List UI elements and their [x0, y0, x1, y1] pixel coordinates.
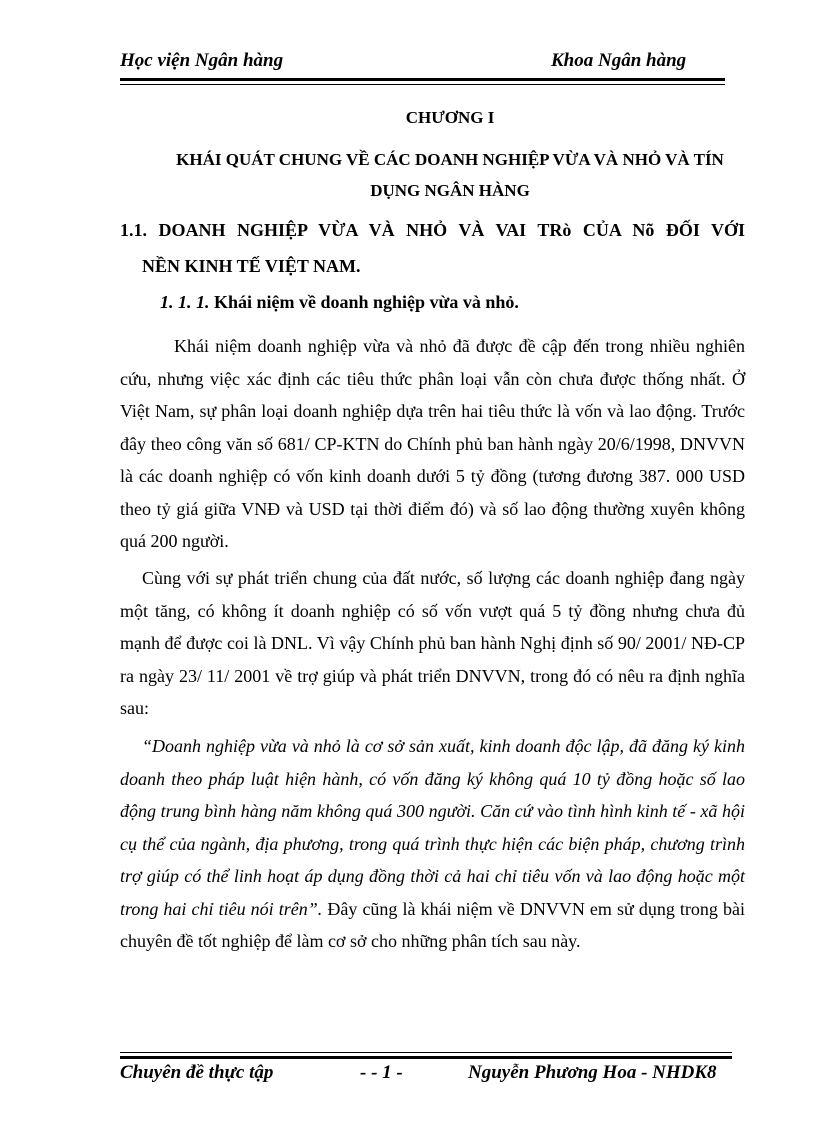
quoted-definition: “Doanh nghiệp vừa và nhỏ là cơ sở sản xuất, kinh doanh độc lập, đã đăng ký kinh doanh theo pháp luật hiện hành, có vốn đăng ký không quá 10 tỷ đồng hoặc số lao động trung bình hàng năm không quá 300 người. Căn cứ vào tình hình kinh tế - xã hội cụ thể của ngành, địa phương, trong quá trình thực hiện các biện pháp, chương trình trợ giúp có thể linh hoạt áp dụng đồng thời cả hai chỉ tiêu vốn và lao động hoặc một trong hai chỉ tiêu nói trên”.: [120, 736, 745, 919]
header-rule-thin: [120, 84, 725, 85]
header-faculty: Khoa Ngân hàng: [551, 50, 687, 71]
subsection-title: Khái niệm về doanh nghiệp vừa và nhỏ.: [214, 292, 519, 312]
footer-document-type: Chuyên đề thực tập: [120, 1062, 274, 1083]
quote-followup: Đây cũng là khái niệm về DNVVN em sử dụng trong bài chuyên đề tốt nghiệp để làm cơ sở cho những phân tích sau này.: [120, 898, 746, 951]
header-rule-thick: [120, 78, 725, 81]
subsection-number: 1. 1. 1.: [160, 292, 210, 312]
paragraph-definition-history: Khái niệm doanh nghiệp vừa và nhỏ đã được đề cập đến trong nhiều nghiên cứu, nhưng việc xác định các tiêu thức phân loại vẫn còn chưa được thống nhất. Ở Việt Nam, sự phân loại doanh nghiệp dựa trên hai tiêu thức là vốn và lao động. Trước đây theo công văn số 681/ CP-KTN do Chính phủ ban hành ngày 20/6/1998, DNVVN là các doanh nghiệp có vốn kinh doanh dưới 5 tỷ đồng (tương đương 387. 000 USD theo tỷ giá giữa VNĐ và USD tại thời điểm đó) và số lao động thường xuyên không quá 200 người.: [120, 336, 745, 551]
footer-author: Nguyễn Phương Hoa - NHDK8: [468, 1062, 717, 1083]
section-heading-line-2: NỀN KINH TẾ VIỆT NAM.: [142, 256, 361, 276]
chapter-title-line-2: DỤNG NGÂN HÀNG: [370, 181, 530, 200]
footer-rule-thick: [120, 1056, 732, 1059]
subsection-heading: [160, 292, 519, 313]
chapter-label: CHƯƠNG I: [405, 108, 495, 127]
header-institution: Học viện Ngân hàng: [120, 50, 284, 71]
paragraph-quoted-definition: [120, 730, 745, 958]
paragraph-decree: Cùng với sự phát triển chung của đất nước, số lượng các doanh nghiệp đang ngày một tăng, có không ít doanh nghiệp có số vốn vượt quá 5 tỷ đồng nhưng chưa đủ mạnh để được coi là DNL. Vì vậy Chính phủ ban hành Nghị định số 90/ 2001/ NĐ-CP ra ngày 23/ 11/ 2001 về trợ giúp và phát triển DNVVN, trong đó có nêu ra định nghĩa sau:: [120, 568, 745, 718]
chapter-title-line-1: KHÁI QUÁT CHUNG VỀ CÁC DOANH NGHIỆP VỪA VÀ NHỎ VÀ TÍN: [176, 150, 724, 169]
footer-page-number: - - 1 -: [360, 1062, 403, 1083]
section-heading-line-1: 1.1. DOANH NGHIỆP VỪA VÀ NHỎ VÀ VAI TRò CỦA Nõ ĐỐI VỚI: [120, 220, 745, 240]
footer-rule-thin: [120, 1052, 732, 1053]
